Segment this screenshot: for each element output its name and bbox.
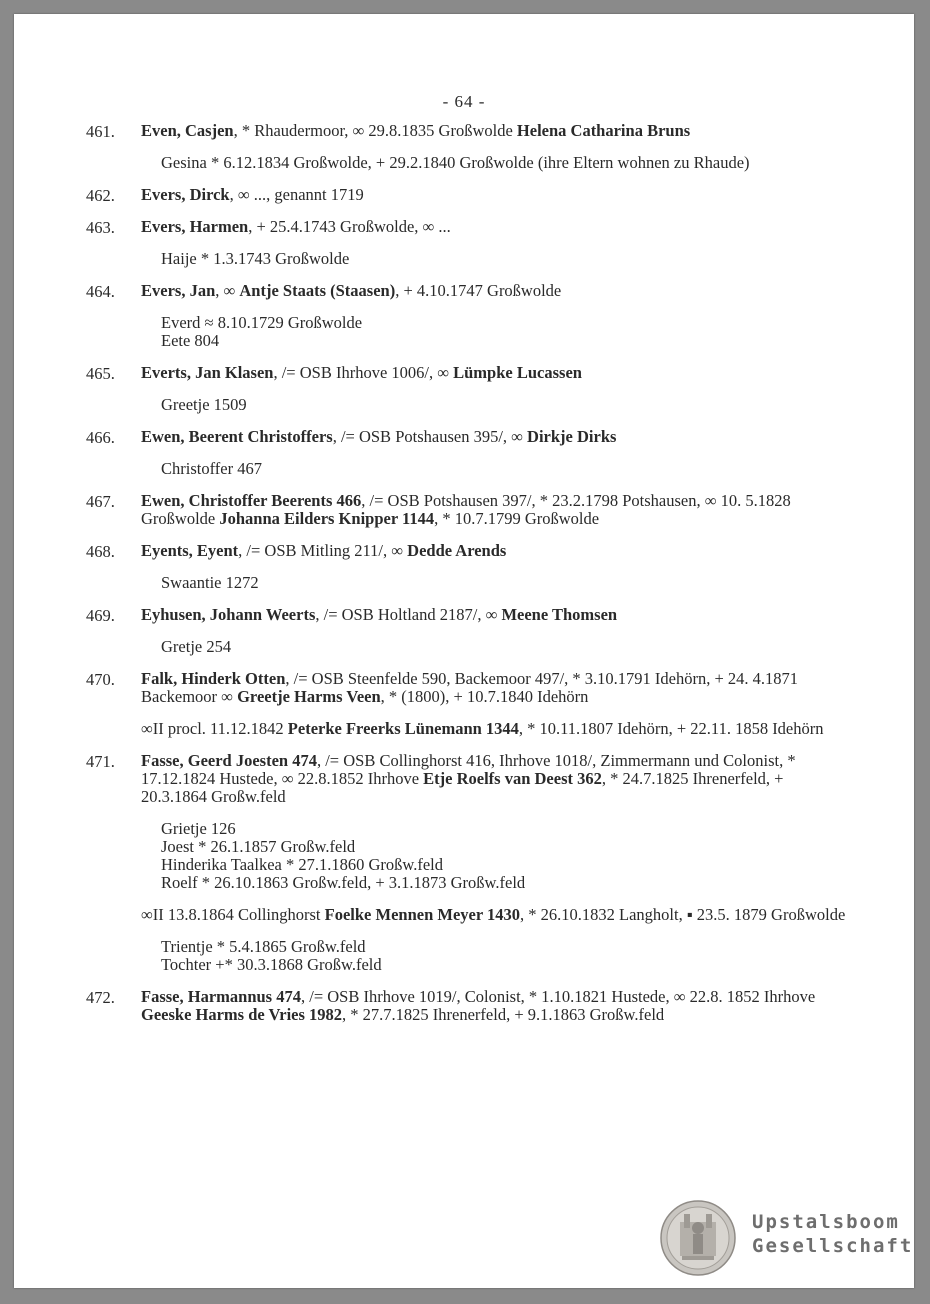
entry-text: , * Rhaudermoor, ∞ 29.8.1835 Großwolde	[233, 121, 517, 140]
entry-heading	[141, 492, 851, 528]
child-line: Tochter +* 30.3.1868 Großw.feld	[161, 955, 382, 974]
entry-name-bold: Greetje Harms Veen	[237, 687, 381, 706]
entry	[14, 186, 914, 204]
entry-number: 470.	[86, 670, 115, 689]
entry-text: , * 27.7.1825 Ihrenerfeld, + 9.1.1863 Großw.feld	[342, 1005, 665, 1024]
entry-body	[141, 752, 851, 974]
entry-text: , + 4.10.1747 Großwolde	[395, 281, 562, 300]
entry-name-bold: Geeske Harms de Vries 1982	[141, 1005, 343, 1024]
entry-heading	[141, 988, 851, 1024]
entry-heading	[141, 122, 851, 140]
entry-name-bold: Lümpke Lucassen	[453, 363, 582, 382]
entry-name-bold: Helena Catharina Bruns	[516, 121, 691, 140]
children-list	[161, 396, 851, 414]
entry-number: 461.	[86, 122, 115, 141]
entry-body	[141, 492, 851, 528]
entry-list	[14, 122, 914, 1038]
children-list	[161, 574, 851, 592]
entry-heading	[141, 542, 851, 560]
children-list	[161, 460, 851, 478]
entry	[14, 670, 914, 738]
entry-name-bold: Foelke Mennen Meyer 1430	[324, 905, 520, 924]
entry	[14, 364, 914, 414]
entry-heading	[141, 186, 851, 204]
entry-name-bold: Antje Staats (Staasen)	[239, 281, 396, 300]
children-list	[161, 314, 851, 350]
entry-text: , /= OSB Collinghorst 416, Ihrhove 1018/, Zimmermann und Colonist, * 17.12.1824 Hustede, ∞ 22.8.1852 Ihrhove	[141, 751, 796, 788]
entry-body	[141, 218, 851, 268]
entry-name-bold: Ewen, Beerent Christoffers	[141, 427, 333, 446]
entry-number: 468.	[86, 542, 115, 561]
entry-heading	[141, 364, 851, 382]
page-number: - 64 -	[442, 92, 486, 111]
entry-name-bold: Johanna Eilders Knipper 1144	[219, 509, 435, 528]
children-list	[161, 820, 851, 892]
child-line: Christoffer 467	[161, 459, 262, 478]
entry-heading	[141, 606, 851, 624]
children-list	[161, 938, 851, 974]
entry-text: ∞II procl. 11.12.1842	[141, 719, 288, 738]
child-line: Greetje 1509	[161, 395, 247, 414]
entry-number: 467.	[86, 492, 115, 511]
child-line: Eete 804	[161, 331, 220, 350]
entry	[14, 752, 914, 974]
entry	[14, 542, 914, 592]
entry-text: , * (1800), + 10.7.1840 Idehörn	[380, 687, 589, 706]
child-line: Gesina * 6.12.1834 Großwolde, + 29.2.1840 Großwolde (ihre Eltern wohnen zu Rhaude)	[161, 153, 750, 172]
entry-text: , /= OSB Holtland 2187/, ∞	[315, 605, 502, 624]
child-line: Grietje 126	[161, 819, 236, 838]
entry-text: , ∞	[215, 281, 240, 300]
entry-name-bold: Evers, Dirck	[141, 185, 230, 204]
entry-name-bold: Falk, Hinderk Otten	[141, 669, 286, 688]
entry	[14, 428, 914, 478]
second-marriage-note	[141, 906, 851, 924]
entry-name-bold: Fasse, Harmannus 474	[141, 987, 301, 1006]
entry-name-bold: Meene Thomsen	[501, 605, 618, 624]
child-line: Roelf * 26.10.1863 Großw.feld, + 3.1.1873 Großw.feld	[161, 873, 526, 892]
entry-number: 463.	[86, 218, 115, 237]
entry-name-bold: Eyents, Eyent	[141, 541, 239, 560]
child-line: Gretje 254	[161, 637, 232, 656]
children-list	[161, 638, 851, 656]
entry	[14, 988, 914, 1024]
society-name	[752, 1210, 913, 1258]
entry-body	[141, 542, 851, 592]
entry-text: , /= OSB Mitling 211/, ∞	[238, 541, 408, 560]
child-line: Trientje * 5.4.1865 Großw.feld	[161, 937, 366, 956]
entry-name-bold: Etje Roelfs van Deest 362	[423, 769, 602, 788]
entry	[14, 282, 914, 350]
entry-name-bold: Peterke Freerks Lünemann 1344	[287, 719, 519, 738]
entry-number: 472.	[86, 988, 115, 1007]
entry-body	[141, 364, 851, 414]
child-line: Joest * 26.1.1857 Großw.feld	[161, 837, 356, 856]
entry-number: 465.	[86, 364, 115, 383]
entry-body	[141, 670, 851, 738]
entry-text: , /= OSB Steenfelde 590, Backemoor 497/, * 3.10.1791 Idehörn, + 24. 4.1871 Backemoor ∞	[141, 669, 799, 706]
entry	[14, 218, 914, 268]
children-list	[161, 154, 851, 172]
entry	[14, 122, 914, 172]
entry-body	[141, 988, 851, 1024]
child-line: Hinderika Taalkea * 27.1.1860 Großw.feld	[161, 855, 444, 874]
entry-number: 462.	[86, 186, 115, 205]
entry-heading	[141, 670, 851, 706]
entry-body	[141, 282, 851, 350]
entry-text: , /= OSB Potshausen 395/, ∞	[332, 427, 528, 446]
entry-text: ∞II 13.8.1864 Collinghorst	[141, 905, 325, 924]
entry-heading	[141, 282, 851, 300]
entry-number: 464.	[86, 282, 115, 301]
entry-body	[141, 186, 851, 204]
entry-body	[141, 606, 851, 656]
entry-heading	[141, 218, 851, 236]
entry-text: , * 26.10.1832 Langholt, ▪ 23.5. 1879 Großwolde	[520, 905, 846, 924]
entry-name-bold: Dirkje Dirks	[527, 427, 617, 446]
seal-icon	[660, 1200, 736, 1276]
entry-number: 469.	[86, 606, 115, 625]
entry-name-bold: Eyhusen, Johann Weerts	[141, 605, 316, 624]
entry-number: 471.	[86, 752, 115, 771]
child-line: Swaantie 1272	[161, 573, 259, 592]
entry-body	[141, 428, 851, 478]
entry-name-bold: Dedde Arends	[407, 541, 507, 560]
entry-text: , ∞ ..., genannt 1719	[229, 185, 364, 204]
second-marriage-note	[141, 720, 851, 738]
entry-name-bold: Ewen, Christoffer Beerents 466	[141, 491, 362, 510]
society-logo	[660, 1200, 920, 1280]
entry-heading	[141, 428, 851, 446]
entry-text: , /= OSB Ihrhove 1019/, Colonist, * 1.10.1821 Hustede, ∞ 22.8. 1852 Ihrhove	[300, 987, 816, 1006]
entry	[14, 492, 914, 528]
entry-name-bold: Evers, Harmen	[141, 217, 249, 236]
entry-name-bold: Evers, Jan	[141, 281, 216, 300]
entry-text: , /= OSB Potshausen 397/, * 23.2.1798 Potshausen, ∞ 10. 5.1828 Großwolde	[141, 491, 791, 528]
entry-text: , * 10.7.1799 Großwolde	[434, 509, 600, 528]
entry-text: , /= OSB Ihrhove 1006/, ∞	[273, 363, 454, 382]
document-page	[14, 14, 914, 1288]
entry-text: , + 25.4.1743 Großwolde, ∞ ...	[248, 217, 451, 236]
child-line: Everd ≈ 8.10.1729 Großwolde	[161, 313, 363, 332]
children-list	[161, 250, 851, 268]
logo-line-1: Upstalsboom	[752, 1211, 900, 1233]
entry-number: 466.	[86, 428, 115, 447]
entry	[14, 606, 914, 656]
entry-name-bold: Everts, Jan Klasen	[141, 363, 274, 382]
child-line: Haije * 1.3.1743 Großwolde	[161, 249, 350, 268]
entry-text: , * 24.7.1825 Ihrenerfeld, + 20.3.1864 Großw.feld	[141, 769, 784, 806]
entry-heading	[141, 752, 851, 806]
entry-text: , * 10.11.1807 Idehörn, + 22.11. 1858 Idehörn	[518, 719, 824, 738]
entry-body	[141, 122, 851, 172]
logo-line-2: Gesellschaft	[752, 1235, 914, 1257]
entry-name-bold: Fasse, Geerd Joesten 474	[141, 751, 317, 770]
entry-name-bold: Even, Casjen	[141, 121, 234, 140]
